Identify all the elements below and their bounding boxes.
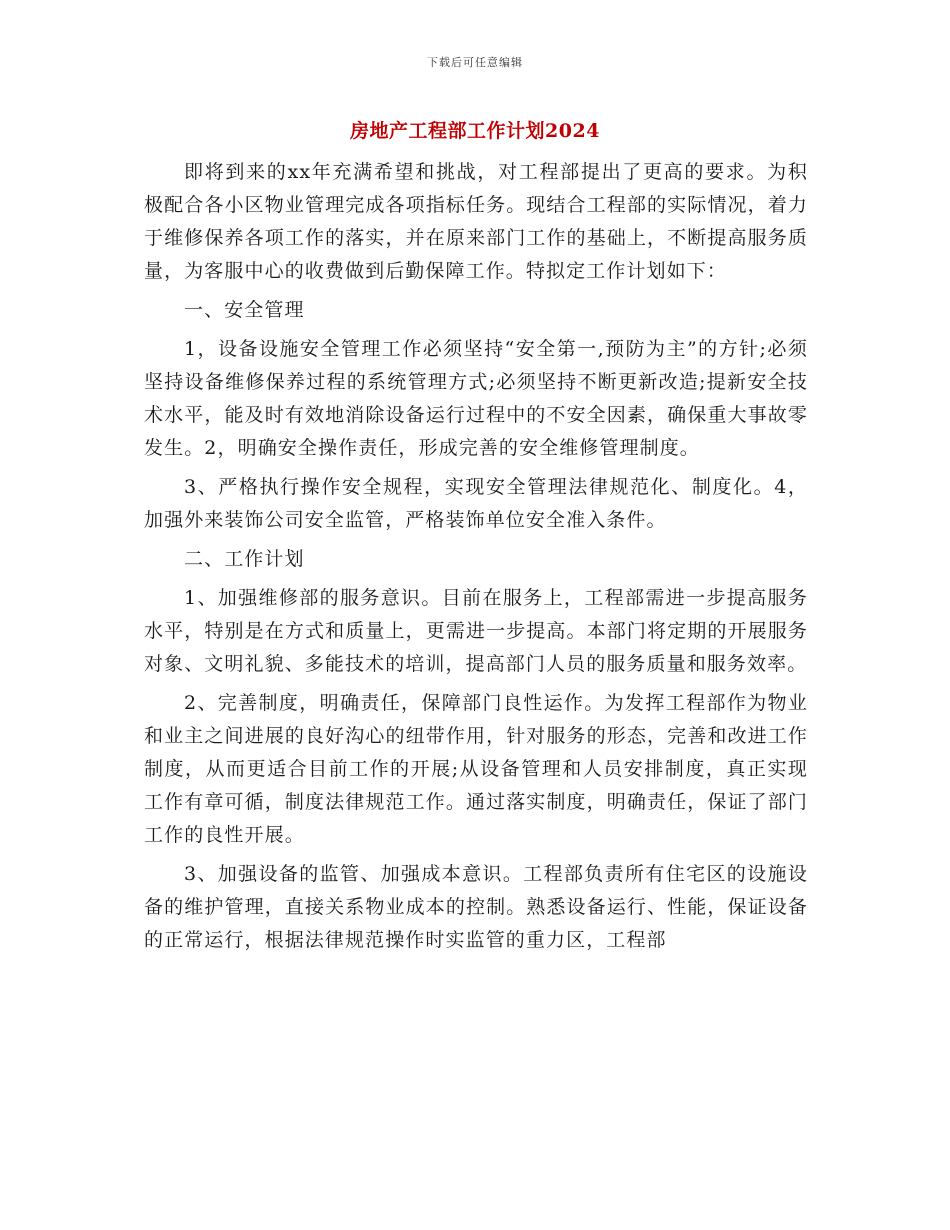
paragraph-safety-1: 1，设备设施安全管理工作必须坚持“安全第一,预防为主”的方针;必须坚持设备维修保养过程的系统管理方式;必须坚持不断更新改造;提新安全技术水平，能及时有效地消除设备运行过程中的不安全因素，确保重大事故零发生。2，明确安全操作责任，形成完善的安全维修管理制度。	[144, 338, 808, 459]
section-heading-work-plan: 二、工作计划	[184, 548, 305, 570]
section-heading-safety: 一、安全管理	[184, 299, 305, 321]
paragraph-plan-2: 2、完善制度，明确责任，保障部门良性运作。为发挥工程部作为物业和业主之间进展的良好沟心的纽带作用，针对服务的形态，完善和改进工作制度，从而更适合目前工作的开展;从设备管理和人员安排制度，真正实现工作有章可循，制度法律规范工作。通过落实制度，明确责任，保证了部门工作的良性开展。	[144, 692, 808, 846]
header-note: 下载后可任意编辑	[427, 56, 523, 69]
paragraph-plan-3: 3、加强设备的监管、加强成本意识。工程部负责所有住宅区的设施设备的维护管理，直接关系物业成本的控制。熟悉设备运行、性能，保证设备的正常运行，根据法律规范操作时实监管的重力区，工程部	[144, 863, 808, 951]
document-title: 房地产工程部工作计划2024	[350, 120, 600, 142]
paragraph-safety-3: 3、严格执行操作安全规程，实现安全管理法律规范化、制度化。4，加强外来装饰公司安全监管，严格装饰单位安全准入条件。	[144, 476, 808, 531]
document-body	[144, 156, 808, 963]
paragraph-plan-1: 1、加强维修部的服务意识。目前在服务上，工程部需进一步提高服务水平，特别是在方式和质量上，更需进一步提高。本部门将定期的开展服务对象、文明礼貌、多能技术的培训，提高部门人员的服务质量和服务效率。	[144, 587, 808, 675]
paragraph-intro: 即将到来的xx年充满希望和挑战，对工程部提出了更高的要求。为积极配合各小区物业管理完成各项指标任务。现结合工程部的实际情况，着力于维修保养各项工作的落实，并在原来部门工作的基础上，不断提高服务质量，为客服中心的收费做到后勤保障工作。特拟定工作计划如下：	[144, 161, 808, 282]
